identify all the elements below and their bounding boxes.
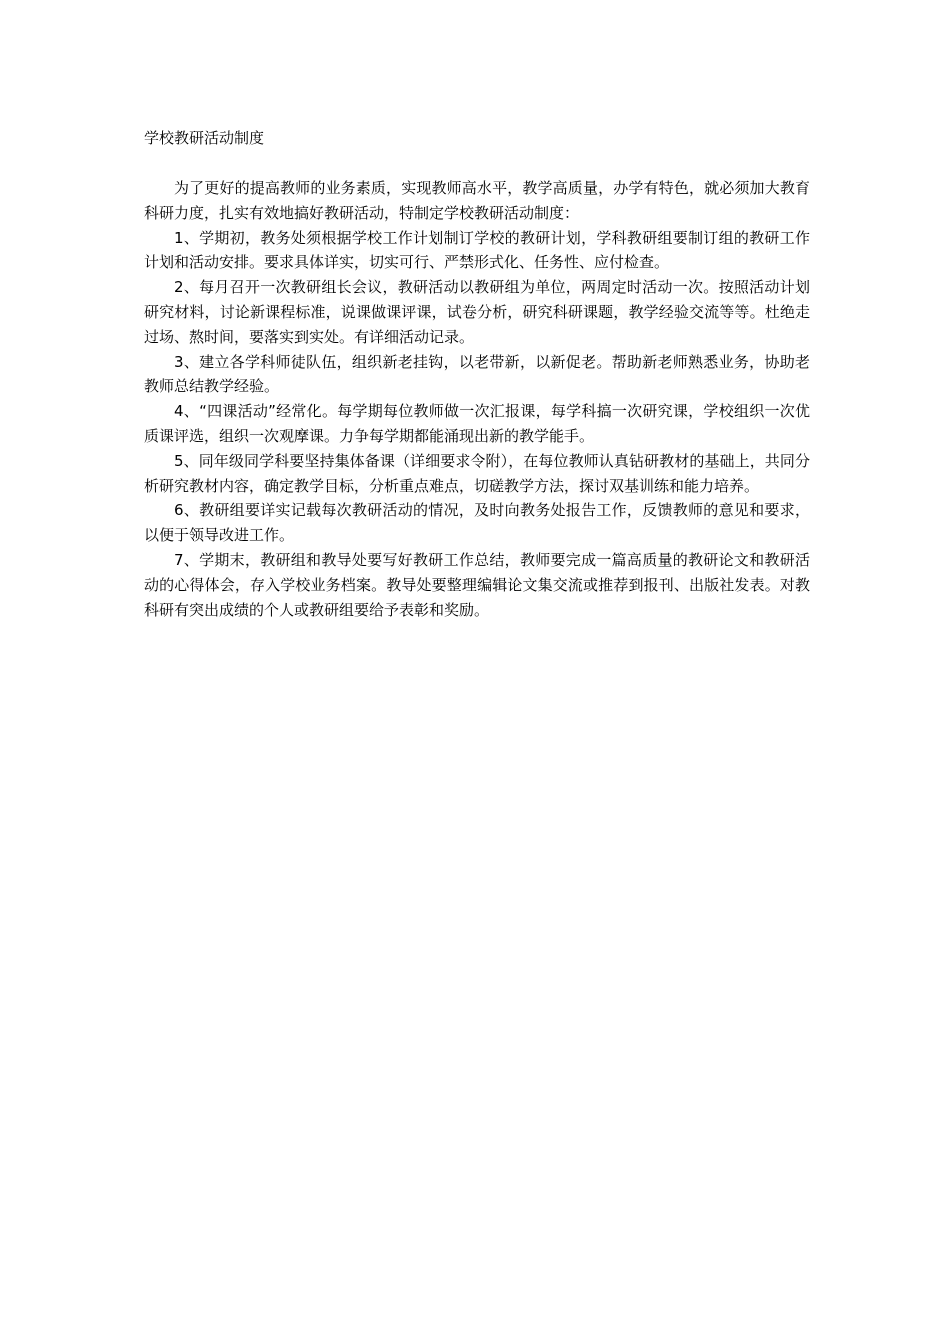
document-body (144, 176, 810, 622)
rule-paragraph-2: 2、每月召开一次教研组长会议，教研活动以教研组为单位，两周定时活动一次。按照活动计划研究材料，讨论新课程标准，说课做课评课，试卷分析，研究科研课题，教学经验交流等等。杜绝走过场、熬时间，要落实到实处。有详细活动记录。 (144, 278, 810, 346)
rule-paragraph-5: 5、同年级同学科要坚持集体备课（详细要求令附），在每位教师认真钻研教材的基础上，共同分析研究教材内容，确定教学目标，分析重点难点，切磋教学方法，探讨双基训练和能力培养。 (144, 451, 810, 495)
rule-paragraph-6: 6、教研组要详实记载每次教研活动的情况，及时向教务处报告工作，反馈教师的意见和要求，以便于领导改进工作。 (144, 501, 810, 545)
rule-paragraph-4: 4、“四课活动”经常化。每学期每位教师做一次汇报课，每学科搞一次研究课，学校组织一次优质课评选，组织一次观摩课。力争每学期都能涌现出新的教学能手。 (144, 402, 810, 445)
rule-paragraph-1: 1、学期初，教务处须根据学校工作计划制订学校的教研计划，学科教研组要制订组的教研工作计划和活动安排。要求具体详实，切实可行、严禁形式化、任务性、应付检查。 (144, 228, 810, 272)
intro-paragraph: 为了更好的提高教师的业务素质，实现教师高水平，教学高质量，办学有特色，就必须加大教育科研力度，扎实有效地搞好教研活动，特制定学校教研活动制度： (144, 179, 810, 222)
document-title: 学校教研活动制度 (144, 129, 265, 147)
rule-paragraph-7: 7、学期末，教研组和教导处要写好教研工作总结，教师要完成一篇高质量的教研论文和教研活动的心得体会，存入学校业务档案。教导处要整理编辑论文集交流或推荐到报刊、出版社发表。对教科研有突出成绩的个人或教研组要给予表彰和奖励。 (144, 550, 810, 619)
rule-paragraph-3: 3、建立各学科师徒队伍，组织新老挂钩，以老带新，以新促老。帮助新老师熟悉业务，协助老教师总结教学经验。 (144, 352, 810, 396)
